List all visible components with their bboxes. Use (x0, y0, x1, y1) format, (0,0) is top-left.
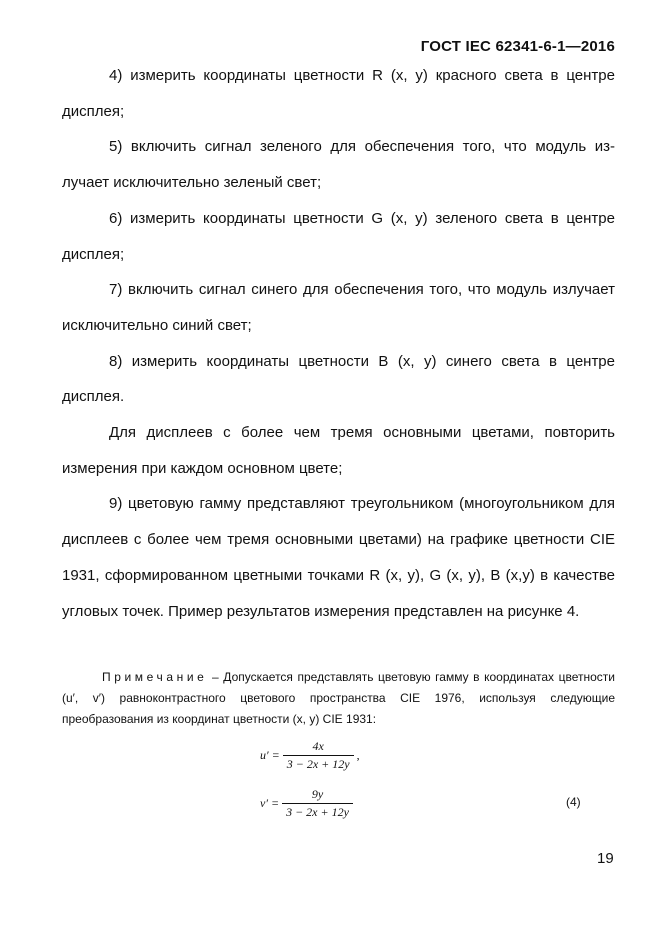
paragraph-multi-primary: Для дисплеев с более чем тремя основными цветами, повторить измерения при каждом основном цвете; (62, 424, 615, 477)
paragraph-step-7: 7) включить сигнал синего для обеспечения того, что модуль излучает исключительно синий свет; (62, 281, 615, 334)
note-text: – Допускается представлять цветовую гамму в координатах цветности (u′, v′) равноконтрастного цветового пространства CIE 1976, используя следующие преобразования из координат цветности (x, y) CIE 1931: (62, 670, 615, 726)
equation-number: (4) (566, 795, 581, 809)
formula-u-denominator: 3 − 2x + 12y (286, 757, 350, 771)
paragraph-step-4: 4) измерить координаты цветности R (x, y) красного света в центре дисплея; (62, 67, 615, 120)
note-paragraph (62, 667, 615, 730)
formula-u-lhs: u′ = (260, 748, 280, 762)
page-number: 19 (597, 850, 614, 867)
formula-v-fraction (282, 787, 353, 820)
formula-u-comma: , (356, 748, 360, 762)
body-text (62, 58, 615, 629)
formula-u-numerator: 4x (283, 739, 354, 756)
formula-u-fraction (283, 739, 354, 772)
paragraph-step-9: 9) цветовую гамму представляют треугольником (многоугольником для дисплеев с более чем тремя основными цветами) на графике цветности CIE 1931, сформированном цветными точками R (x, y), G (x, y), B (x,y) в качестве угловых точек. Пример результатов измерения представлен на рисунке 4. (62, 495, 615, 620)
paragraph-step-8: 8) измерить координаты цветности B (x, y) синего света в центре дисплея. (62, 352, 615, 406)
standard-header: ГОСТ IEC 62341-6-1—2016 (420, 38, 615, 55)
formula-v-numerator: 9y (282, 787, 353, 804)
formula-u-prime (260, 739, 360, 772)
note (62, 667, 615, 730)
formula-v-denominator: 3 − 2x + 12y (286, 805, 349, 819)
paragraph-step-5: 5) включить сигнал зеленого для обеспечения того, что модуль излучает исключительно зеленый свет; (62, 138, 615, 192)
formula-v-prime (260, 787, 353, 820)
note-label: Примечание (102, 670, 208, 684)
paragraph-step-6: 6) измерить координаты цветности G (x, y) зеленого света в центре дисплея; (62, 209, 615, 263)
formula-v-lhs: v′ = (260, 796, 280, 810)
